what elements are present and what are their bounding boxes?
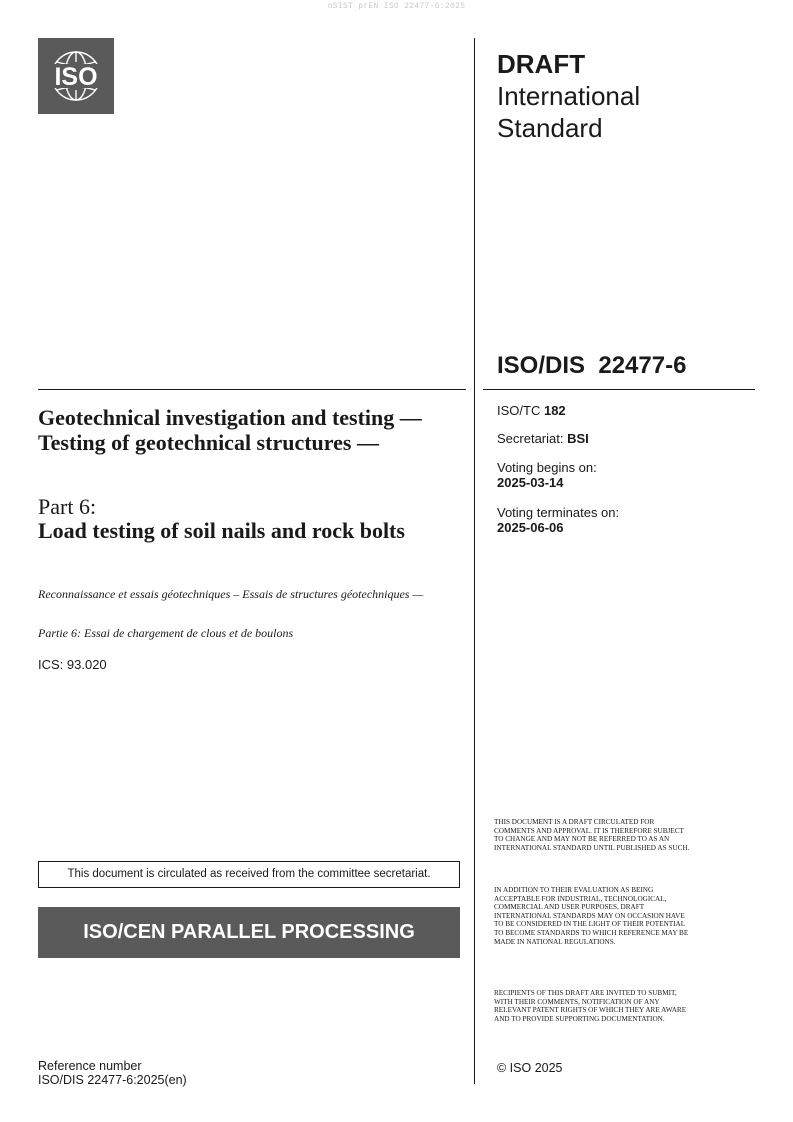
- circulation-notice: This document is circulated as received from the committee secretariat.: [38, 861, 460, 888]
- document-title: Geotechnical investigation and testing — Testing of geotechnical structures —: [38, 405, 422, 455]
- disclaimer-paragraph-1: THIS DOCUMENT IS A DRAFT CIRCULATED FOR COMMENTS AND APPROVAL. IT IS THEREFORE SUBJECT TO CHANGE AND MAY NOT BE REFERRED TO AS AN INTERNATIONAL STANDARD UNTIL PUBLISHED AS SUCH.: [494, 818, 690, 852]
- disclaimer-paragraph-2: IN ADDITION TO THEIR EVALUATION AS BEING ACCEPTABLE FOR INDUSTRIAL, TECHNOLOGICAL, COMMERCIAL AND USER PURPOSES, DRAFT INTERNATIONAL STANDARDS MAY ON OCCASION HAVE TO BE CONSIDERED IN THE LIGHT OF THEIR POTENTIAL TO BECOME STANDARDS TO WHICH REFERENCE MAY BE MADE IN NATIONAL REGULATIONS.: [494, 886, 689, 946]
- parallel-processing-banner: ISO/CEN PARALLEL PROCESSING: [38, 907, 460, 958]
- voting-begins: [497, 460, 597, 490]
- standard-label: Standard: [497, 113, 603, 143]
- french-title: Reconnaissance et essais géotechniques – Essais de structures géotechniques —: [38, 587, 424, 601]
- international-label: International: [497, 81, 641, 111]
- tc-value: 182: [543, 403, 566, 418]
- horizontal-rule-left: [38, 389, 466, 390]
- tc-label: ISO/TC: [497, 403, 541, 418]
- reference-value: ISO/DIS 22477-6:2025(en): [38, 1073, 187, 1087]
- voting-terminates: [497, 505, 619, 535]
- draft-label: DRAFT: [497, 49, 586, 79]
- vertical-divider: [474, 38, 475, 1084]
- logo-text: ISO: [54, 63, 98, 91]
- secretariat: [497, 431, 589, 446]
- french-part-title: Partie 6: Essai de chargement de clous et de boulons: [38, 626, 294, 640]
- voting-terminates-label: Voting terminates on:: [497, 505, 620, 520]
- part-label: Part 6:: [38, 494, 97, 519]
- document-type-heading: [497, 48, 747, 144]
- ics-code: ICS: 93.020: [38, 657, 107, 672]
- voting-terminates-value: 2025-06-06: [497, 520, 564, 535]
- reference-label: Reference number: [38, 1059, 142, 1073]
- copyright: © ISO 2025: [497, 1061, 563, 1075]
- reference-number: [38, 1059, 187, 1087]
- standard-number: ISO/DIS 22477-6: [497, 352, 687, 379]
- watermark: oSIST prEN ISO 22477-6:2025: [327, 2, 466, 11]
- disclaimer-paragraph-3: RECIPIENTS OF THIS DRAFT ARE INVITED TO SUBMIT, WITH THEIR COMMENTS, NOTIFICATION OF ANY RELEVANT PATENT RIGHTS OF WHICH THEY ARE AWARE AND TO PROVIDE SUPPORTING DOCUMENTATION.: [494, 989, 687, 1023]
- horizontal-rule-right: [483, 389, 755, 390]
- voting-begins-value: 2025-03-14: [497, 475, 564, 490]
- iso-globe-icon: [38, 38, 114, 114]
- technical-committee: [497, 403, 566, 418]
- voting-begins-label: Voting begins on:: [497, 460, 597, 475]
- part-title: Load testing of soil nails and rock bolts: [38, 518, 405, 543]
- secretariat-label: Secretariat:: [497, 431, 564, 446]
- iso-logo: [38, 38, 114, 114]
- secretariat-value: BSI: [567, 431, 589, 446]
